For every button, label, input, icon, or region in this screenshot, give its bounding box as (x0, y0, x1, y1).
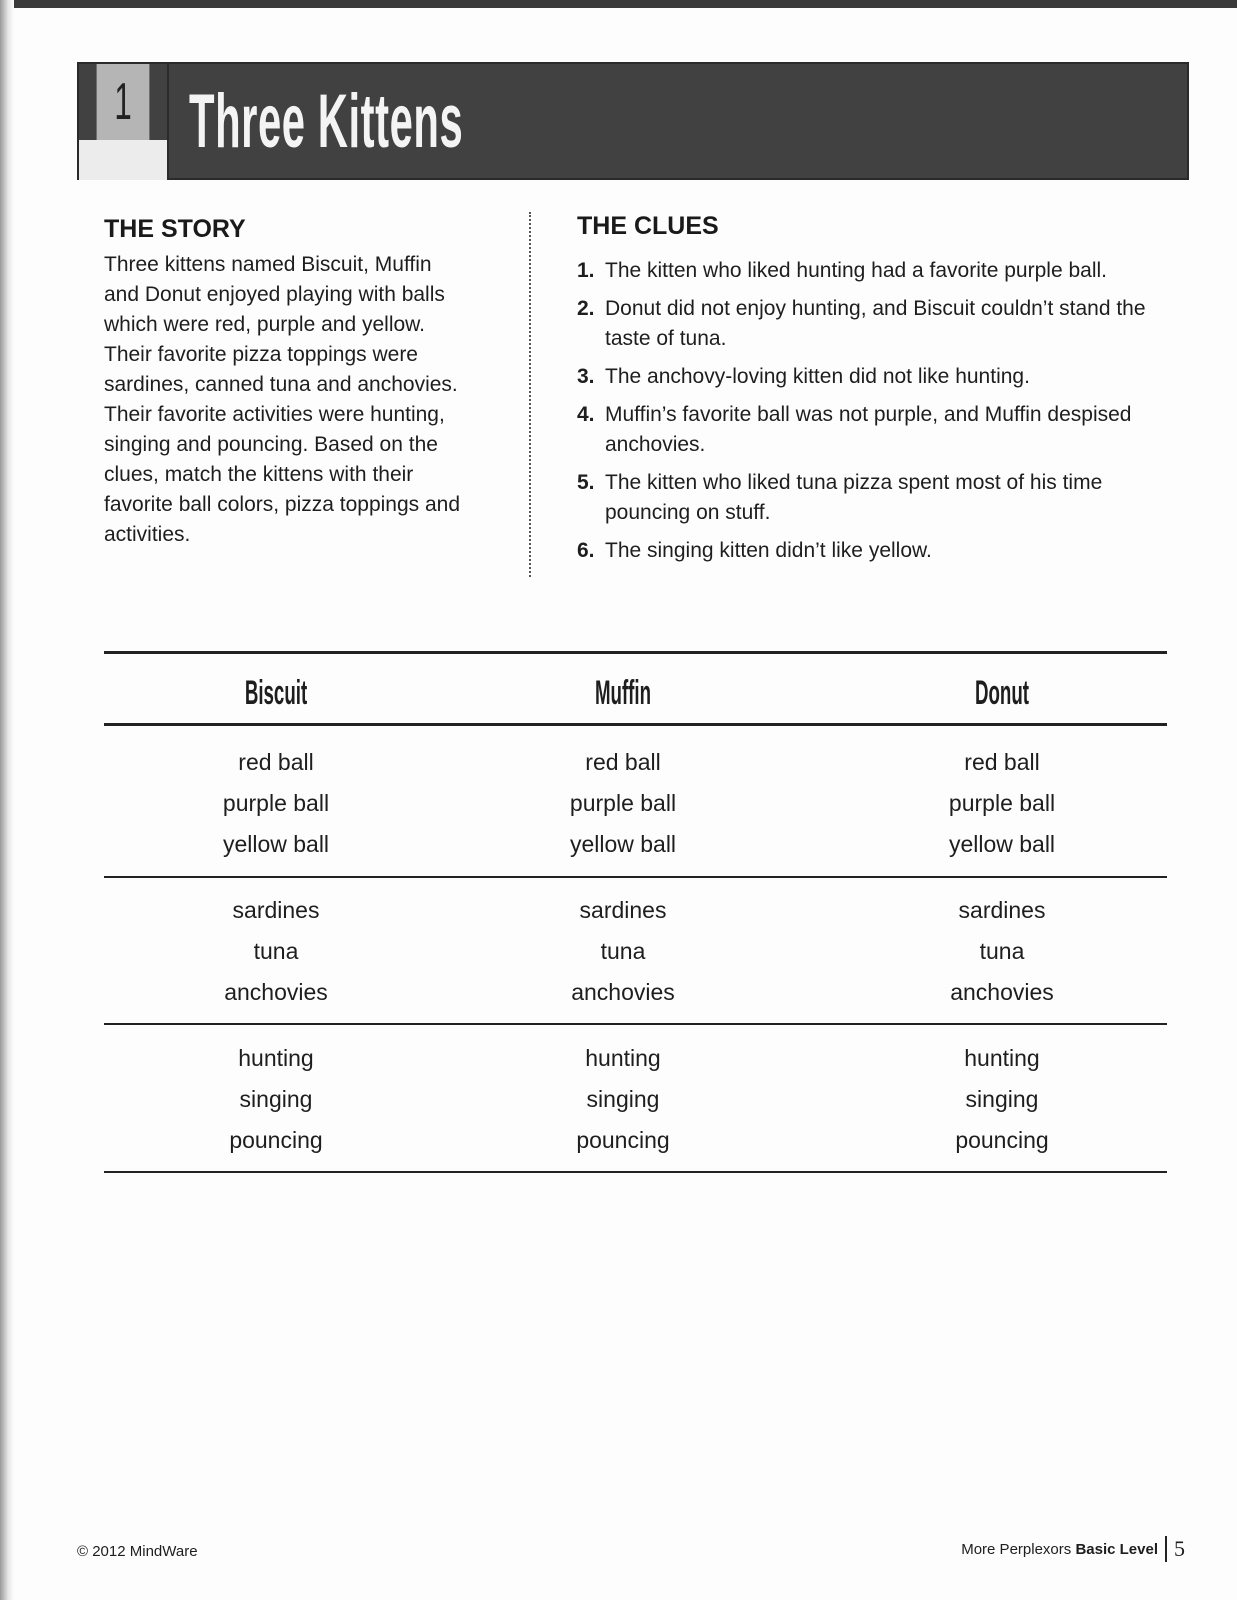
option-yellow-ball[interactable]: yellow ball (569, 831, 677, 857)
kitten-column-header: Donut (974, 674, 1030, 712)
clue-text: The kitten who liked tuna pizza spent most of his time pouncing on stuff. (605, 471, 1103, 524)
table-bottom-rule (104, 1171, 1167, 1173)
option-anchovies[interactable]: anchovies (571, 979, 675, 1005)
group-rule (104, 876, 1167, 878)
header-rule (104, 723, 1167, 726)
clue-item (577, 256, 1177, 286)
option-hunting[interactable]: hunting (585, 1045, 661, 1071)
footer-book (961, 1536, 1185, 1562)
column-divider (529, 212, 531, 577)
group-rule (104, 1023, 1167, 1025)
clues-heading: THE CLUES (577, 212, 719, 240)
clue-item (577, 294, 1177, 354)
kitten-column-header: Biscuit (244, 674, 308, 712)
story-heading: THE STORY (104, 215, 246, 243)
option-anchovies[interactable]: anchovies (950, 979, 1054, 1005)
puzzle-title: Three Kittens (189, 79, 464, 164)
option-purple-ball[interactable]: purple ball (948, 790, 1056, 816)
clue-item (577, 400, 1177, 460)
puzzle-number: 1 (97, 64, 150, 140)
clue-text: Donut did not enjoy hunting, and Biscuit couldn’t stand the taste of tuna. (605, 297, 1146, 350)
scan-edge (0, 0, 1237, 8)
option-pouncing[interactable]: pouncing (576, 1127, 670, 1153)
clue-text: Muffin’s favorite ball was not purple, and Muffin despised anchovies. (605, 403, 1132, 456)
story-text: Three kittens named Biscuit, Muffin and Donut enjoyed playing with balls which were red, purple and yellow. Their favorite pizza toppings were sardines, canned tuna and anchovies. Their favorite activities were hunting, singing and pouncing. Based on the clues, match the kittens with their favorite ball colors, pizza toppings and activities. (104, 253, 461, 546)
page-number: 5 (1165, 1536, 1185, 1562)
option-red-ball[interactable]: red ball (238, 749, 314, 775)
clue-text: The anchovy-loving kitten did not like hunting. (605, 365, 1030, 388)
option-sardines[interactable]: sardines (958, 897, 1046, 923)
option-yellow-ball[interactable]: yellow ball (948, 831, 1056, 857)
clue-number: 2. (577, 297, 595, 320)
option-tuna[interactable]: tuna (979, 938, 1025, 964)
clue-item (577, 468, 1177, 528)
option-yellow-ball[interactable]: yellow ball (222, 831, 330, 857)
option-tuna[interactable]: tuna (253, 938, 299, 964)
option-red-ball[interactable]: red ball (964, 749, 1040, 775)
clue-text: The kitten who liked hunting had a favorite purple ball. (605, 259, 1107, 282)
clues-list (577, 256, 1177, 574)
clue-number: 6. (577, 539, 595, 562)
clue-item (577, 536, 1177, 566)
option-singing[interactable]: singing (239, 1086, 313, 1112)
clue-text: The singing kitten didn’t like yellow. (605, 539, 932, 562)
puzzle-number-box (79, 64, 169, 180)
copyright: © 2012 MindWare (77, 1543, 198, 1560)
scan-edge (0, 0, 14, 1600)
option-purple-ball[interactable]: purple ball (222, 790, 330, 816)
option-anchovies[interactable]: anchovies (224, 979, 328, 1005)
option-hunting[interactable]: hunting (238, 1045, 314, 1071)
book-title: More Perplexors (961, 1540, 1072, 1558)
option-sardines[interactable]: sardines (232, 897, 320, 923)
clue-number: 3. (577, 365, 595, 388)
puzzle-header (77, 62, 1189, 180)
clue-number: 1. (577, 259, 595, 282)
clue-number: 4. (577, 403, 595, 426)
option-sardines[interactable]: sardines (579, 897, 667, 923)
option-pouncing[interactable]: pouncing (955, 1127, 1049, 1153)
option-hunting[interactable]: hunting (964, 1045, 1040, 1071)
clue-item (577, 362, 1177, 392)
option-pouncing[interactable]: pouncing (229, 1127, 323, 1153)
option-singing[interactable]: singing (965, 1086, 1039, 1112)
book-level: Basic Level (1075, 1540, 1158, 1558)
table-top-rule (104, 651, 1167, 654)
option-singing[interactable]: singing (586, 1086, 660, 1112)
option-red-ball[interactable]: red ball (585, 749, 661, 775)
clue-number: 5. (577, 471, 595, 494)
option-purple-ball[interactable]: purple ball (569, 790, 677, 816)
kitten-column-header: Muffin (594, 674, 652, 712)
option-tuna[interactable]: tuna (600, 938, 646, 964)
